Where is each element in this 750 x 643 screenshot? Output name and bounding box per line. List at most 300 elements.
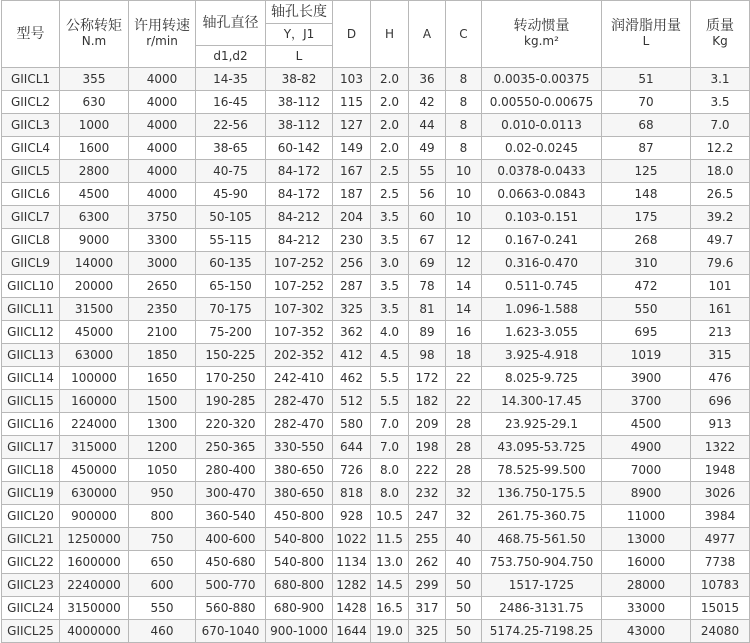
table-row <box>2 344 750 367</box>
cell-h: 11.5 <box>371 528 409 551</box>
header-d: D <box>333 1 371 68</box>
cell-h: 14.5 <box>371 574 409 597</box>
cell-h: 7.0 <box>371 436 409 459</box>
table-row <box>2 206 750 229</box>
cell-speed: 1050 <box>129 459 196 482</box>
cell-c: 28 <box>446 436 482 459</box>
cell-h: 7.0 <box>371 413 409 436</box>
cell-bore-diameter: 400-600 <box>196 528 266 551</box>
cell-bore-diameter: 38-65 <box>196 137 266 160</box>
cell-a: 44 <box>409 114 446 137</box>
cell-d: 256 <box>333 252 371 275</box>
cell-grease: 43000 <box>602 620 691 643</box>
cell-c: 12 <box>446 229 482 252</box>
cell-d: 512 <box>333 390 371 413</box>
cell-speed: 4000 <box>129 91 196 114</box>
cell-speed: 4000 <box>129 160 196 183</box>
cell-torque: 1600 <box>60 137 129 160</box>
cell-a: 299 <box>409 574 446 597</box>
cell-h: 2.5 <box>371 183 409 206</box>
cell-c: 8 <box>446 137 482 160</box>
cell-grease: 28000 <box>602 574 691 597</box>
cell-c: 18 <box>446 344 482 367</box>
cell-grease: 16000 <box>602 551 691 574</box>
cell-h: 16.5 <box>371 597 409 620</box>
cell-torque: 4000000 <box>60 620 129 643</box>
cell-grease: 148 <box>602 183 691 206</box>
cell-torque: 450000 <box>60 459 129 482</box>
header-c: C <box>446 1 482 68</box>
cell-bore-length: 107-352 <box>266 321 333 344</box>
cell-inertia: 0.00550-0.00675 <box>482 91 602 114</box>
cell-bore-diameter: 65-150 <box>196 275 266 298</box>
table-row <box>2 91 750 114</box>
table-row <box>2 413 750 436</box>
cell-bore-length: 540-800 <box>266 528 333 551</box>
cell-mass: 10783 <box>691 574 750 597</box>
table-row <box>2 390 750 413</box>
cell-speed: 3000 <box>129 252 196 275</box>
cell-inertia: 43.095-53.725 <box>482 436 602 459</box>
cell-grease: 3900 <box>602 367 691 390</box>
cell-bore-length: 38-82 <box>266 68 333 91</box>
cell-torque: 4500 <box>60 183 129 206</box>
cell-mass: 1948 <box>691 459 750 482</box>
cell-h: 13.0 <box>371 551 409 574</box>
table-row <box>2 160 750 183</box>
table-body <box>2 68 750 643</box>
cell-bore-diameter: 55-115 <box>196 229 266 252</box>
cell-bore-length: 84-172 <box>266 183 333 206</box>
cell-h: 4.5 <box>371 344 409 367</box>
cell-d: 1644 <box>333 620 371 643</box>
cell-d: 1022 <box>333 528 371 551</box>
cell-grease: 51 <box>602 68 691 91</box>
cell-inertia: 23.925-29.1 <box>482 413 602 436</box>
cell-bore-diameter: 22-56 <box>196 114 266 137</box>
cell-speed: 4000 <box>129 137 196 160</box>
cell-h: 8.0 <box>371 459 409 482</box>
cell-torque: 6300 <box>60 206 129 229</box>
cell-torque: 14000 <box>60 252 129 275</box>
cell-inertia: 0.0663-0.0843 <box>482 183 602 206</box>
table-row <box>2 528 750 551</box>
cell-d: 287 <box>333 275 371 298</box>
cell-inertia: 261.75-360.75 <box>482 505 602 528</box>
cell-grease: 550 <box>602 298 691 321</box>
cell-d: 204 <box>333 206 371 229</box>
cell-speed: 3300 <box>129 229 196 252</box>
header-mass: 质量 Kg <box>691 1 750 68</box>
cell-h: 2.0 <box>371 91 409 114</box>
cell-model: GIICL8 <box>2 229 60 252</box>
cell-torque: 3150000 <box>60 597 129 620</box>
table-row <box>2 597 750 620</box>
cell-mass: 3.1 <box>691 68 750 91</box>
table-row <box>2 505 750 528</box>
cell-model: GIICL21 <box>2 528 60 551</box>
table-row <box>2 137 750 160</box>
cell-grease: 695 <box>602 321 691 344</box>
cell-d: 928 <box>333 505 371 528</box>
cell-bore-length: 540-800 <box>266 551 333 574</box>
cell-grease: 310 <box>602 252 691 275</box>
cell-inertia: 468.75-561.50 <box>482 528 602 551</box>
cell-a: 60 <box>409 206 446 229</box>
cell-bore-diameter: 40-75 <box>196 160 266 183</box>
cell-grease: 87 <box>602 137 691 160</box>
cell-model: GIICL4 <box>2 137 60 160</box>
cell-c: 10 <box>446 160 482 183</box>
cell-d: 580 <box>333 413 371 436</box>
header-a: A <box>409 1 446 68</box>
cell-torque: 160000 <box>60 390 129 413</box>
cell-bore-length: 38-112 <box>266 91 333 114</box>
cell-grease: 13000 <box>602 528 691 551</box>
cell-bore-length: 107-302 <box>266 298 333 321</box>
cell-d: 115 <box>333 91 371 114</box>
cell-h: 3.5 <box>371 206 409 229</box>
cell-h: 3.5 <box>371 275 409 298</box>
cell-model: GIICL16 <box>2 413 60 436</box>
cell-c: 16 <box>446 321 482 344</box>
cell-d: 103 <box>333 68 371 91</box>
cell-torque: 45000 <box>60 321 129 344</box>
cell-grease: 175 <box>602 206 691 229</box>
cell-h: 3.5 <box>371 298 409 321</box>
cell-model: GIICL5 <box>2 160 60 183</box>
cell-c: 22 <box>446 367 482 390</box>
cell-d: 325 <box>333 298 371 321</box>
cell-mass: 213 <box>691 321 750 344</box>
cell-bore-diameter: 14-35 <box>196 68 266 91</box>
table-row <box>2 252 750 275</box>
cell-mass: 79.6 <box>691 252 750 275</box>
cell-bore-length: 38-112 <box>266 114 333 137</box>
cell-bore-length: 380-650 <box>266 482 333 505</box>
table-row <box>2 367 750 390</box>
table-row <box>2 229 750 252</box>
cell-h: 8.0 <box>371 482 409 505</box>
cell-mass: 3984 <box>691 505 750 528</box>
cell-d: 362 <box>333 321 371 344</box>
cell-bore-diameter: 170-250 <box>196 367 266 390</box>
cell-c: 8 <box>446 68 482 91</box>
cell-grease: 1019 <box>602 344 691 367</box>
cell-inertia: 14.300-17.45 <box>482 390 602 413</box>
cell-mass: 476 <box>691 367 750 390</box>
cell-mass: 26.5 <box>691 183 750 206</box>
cell-bore-length: 680-900 <box>266 597 333 620</box>
cell-bore-length: 60-142 <box>266 137 333 160</box>
header-bore-diameter-sub: d1,d2 <box>196 46 266 68</box>
cell-h: 10.5 <box>371 505 409 528</box>
cell-bore-length: 450-800 <box>266 505 333 528</box>
cell-c: 32 <box>446 505 482 528</box>
cell-speed: 2650 <box>129 275 196 298</box>
cell-a: 36 <box>409 68 446 91</box>
cell-mass: 1322 <box>691 436 750 459</box>
cell-inertia: 1.096-1.588 <box>482 298 602 321</box>
cell-grease: 4900 <box>602 436 691 459</box>
cell-inertia: 0.511-0.745 <box>482 275 602 298</box>
cell-bore-diameter: 190-285 <box>196 390 266 413</box>
cell-bore-diameter: 450-680 <box>196 551 266 574</box>
cell-bore-diameter: 670-1040 <box>196 620 266 643</box>
cell-c: 10 <box>446 183 482 206</box>
cell-a: 325 <box>409 620 446 643</box>
cell-model: GIICL18 <box>2 459 60 482</box>
cell-mass: 12.2 <box>691 137 750 160</box>
cell-model: GIICL17 <box>2 436 60 459</box>
cell-bore-length: 380-650 <box>266 459 333 482</box>
cell-grease: 7000 <box>602 459 691 482</box>
cell-torque: 355 <box>60 68 129 91</box>
cell-model: GIICL6 <box>2 183 60 206</box>
cell-a: 42 <box>409 91 446 114</box>
cell-mass: 3026 <box>691 482 750 505</box>
cell-speed: 750 <box>129 528 196 551</box>
cell-d: 462 <box>333 367 371 390</box>
cell-model: GIICL25 <box>2 620 60 643</box>
cell-bore-diameter: 220-320 <box>196 413 266 436</box>
cell-h: 2.0 <box>371 137 409 160</box>
cell-a: 255 <box>409 528 446 551</box>
table-row <box>2 482 750 505</box>
cell-speed: 460 <box>129 620 196 643</box>
cell-bore-diameter: 16-45 <box>196 91 266 114</box>
cell-d: 187 <box>333 183 371 206</box>
cell-d: 127 <box>333 114 371 137</box>
cell-torque: 9000 <box>60 229 129 252</box>
cell-grease: 268 <box>602 229 691 252</box>
table-row <box>2 620 750 643</box>
cell-d: 1428 <box>333 597 371 620</box>
cell-speed: 1500 <box>129 390 196 413</box>
cell-bore-diameter: 280-400 <box>196 459 266 482</box>
cell-inertia: 2486-3131.75 <box>482 597 602 620</box>
cell-bore-length: 242-410 <box>266 367 333 390</box>
cell-a: 55 <box>409 160 446 183</box>
cell-h: 5.5 <box>371 367 409 390</box>
cell-a: 81 <box>409 298 446 321</box>
cell-model: GIICL1 <box>2 68 60 91</box>
cell-bore-diameter: 60-135 <box>196 252 266 275</box>
cell-torque: 630000 <box>60 482 129 505</box>
header-bore-length: 轴孔长度 <box>266 1 333 24</box>
cell-a: 198 <box>409 436 446 459</box>
cell-grease: 3700 <box>602 390 691 413</box>
cell-mass: 4977 <box>691 528 750 551</box>
table-row <box>2 459 750 482</box>
cell-model: GIICL2 <box>2 91 60 114</box>
cell-inertia: 136.750-175.5 <box>482 482 602 505</box>
header-model: 型号 <box>2 1 60 68</box>
cell-model: GIICL20 <box>2 505 60 528</box>
cell-inertia: 1517-1725 <box>482 574 602 597</box>
cell-mass: 18.0 <box>691 160 750 183</box>
cell-inertia: 0.0035-0.00375 <box>482 68 602 91</box>
cell-bore-length: 84-212 <box>266 229 333 252</box>
cell-speed: 3750 <box>129 206 196 229</box>
cell-model: GIICL3 <box>2 114 60 137</box>
cell-speed: 1300 <box>129 413 196 436</box>
cell-model: GIICL15 <box>2 390 60 413</box>
cell-d: 644 <box>333 436 371 459</box>
cell-d: 149 <box>333 137 371 160</box>
cell-c: 50 <box>446 597 482 620</box>
cell-bore-length: 107-252 <box>266 252 333 275</box>
cell-torque: 31500 <box>60 298 129 321</box>
cell-mass: 24080 <box>691 620 750 643</box>
cell-bore-diameter: 50-105 <box>196 206 266 229</box>
cell-torque: 2240000 <box>60 574 129 597</box>
cell-a: 78 <box>409 275 446 298</box>
coupling-spec-table <box>1 0 750 643</box>
cell-inertia: 0.02-0.0245 <box>482 137 602 160</box>
cell-a: 209 <box>409 413 446 436</box>
cell-c: 28 <box>446 413 482 436</box>
cell-inertia: 3.925-4.918 <box>482 344 602 367</box>
table-row <box>2 183 750 206</box>
header-bore-length-sub: Y，J1 <box>266 24 333 46</box>
cell-h: 19.0 <box>371 620 409 643</box>
cell-d: 412 <box>333 344 371 367</box>
cell-h: 2.0 <box>371 114 409 137</box>
cell-mass: 15015 <box>691 597 750 620</box>
cell-a: 222 <box>409 459 446 482</box>
cell-bore-diameter: 70-175 <box>196 298 266 321</box>
table-row <box>2 68 750 91</box>
cell-inertia: 0.0378-0.0433 <box>482 160 602 183</box>
cell-d: 230 <box>333 229 371 252</box>
table-row <box>2 321 750 344</box>
cell-mass: 913 <box>691 413 750 436</box>
cell-c: 8 <box>446 114 482 137</box>
cell-c: 32 <box>446 482 482 505</box>
cell-inertia: 0.103-0.151 <box>482 206 602 229</box>
cell-model: GIICL23 <box>2 574 60 597</box>
cell-c: 8 <box>446 91 482 114</box>
cell-torque: 900000 <box>60 505 129 528</box>
cell-c: 50 <box>446 620 482 643</box>
cell-grease: 33000 <box>602 597 691 620</box>
cell-model: GIICL24 <box>2 597 60 620</box>
cell-a: 69 <box>409 252 446 275</box>
cell-torque: 630 <box>60 91 129 114</box>
cell-grease: 125 <box>602 160 691 183</box>
cell-speed: 1200 <box>129 436 196 459</box>
cell-c: 50 <box>446 574 482 597</box>
cell-c: 40 <box>446 528 482 551</box>
cell-inertia: 0.316-0.470 <box>482 252 602 275</box>
cell-d: 1134 <box>333 551 371 574</box>
cell-h: 4.0 <box>371 321 409 344</box>
cell-bore-length: 282-470 <box>266 390 333 413</box>
cell-inertia: 8.025-9.725 <box>482 367 602 390</box>
cell-grease: 4500 <box>602 413 691 436</box>
cell-bore-diameter: 500-770 <box>196 574 266 597</box>
cell-bore-length: 900-1000 <box>266 620 333 643</box>
cell-a: 172 <box>409 367 446 390</box>
cell-grease: 472 <box>602 275 691 298</box>
cell-speed: 2100 <box>129 321 196 344</box>
table-row <box>2 574 750 597</box>
cell-speed: 600 <box>129 574 196 597</box>
cell-c: 12 <box>446 252 482 275</box>
cell-mass: 3.5 <box>691 91 750 114</box>
cell-d: 726 <box>333 459 371 482</box>
cell-a: 262 <box>409 551 446 574</box>
cell-bore-length: 680-800 <box>266 574 333 597</box>
cell-a: 56 <box>409 183 446 206</box>
cell-speed: 1850 <box>129 344 196 367</box>
cell-speed: 4000 <box>129 183 196 206</box>
cell-mass: 315 <box>691 344 750 367</box>
cell-a: 49 <box>409 137 446 160</box>
cell-grease: 70 <box>602 91 691 114</box>
cell-bore-diameter: 45-90 <box>196 183 266 206</box>
cell-model: GIICL19 <box>2 482 60 505</box>
cell-d: 1282 <box>333 574 371 597</box>
cell-a: 317 <box>409 597 446 620</box>
cell-grease: 68 <box>602 114 691 137</box>
cell-model: GIICL9 <box>2 252 60 275</box>
header-speed: 许用转速 r/min <box>129 1 196 68</box>
cell-mass: 7738 <box>691 551 750 574</box>
cell-torque: 1250000 <box>60 528 129 551</box>
table-row <box>2 275 750 298</box>
cell-inertia: 5174.25-7198.25 <box>482 620 602 643</box>
cell-mass: 49.7 <box>691 229 750 252</box>
header-grease: 润滑脂用量 L <box>602 1 691 68</box>
cell-bore-length: 107-252 <box>266 275 333 298</box>
cell-bore-length: 330-550 <box>266 436 333 459</box>
cell-torque: 100000 <box>60 367 129 390</box>
cell-mass: 101 <box>691 275 750 298</box>
cell-speed: 550 <box>129 597 196 620</box>
cell-d: 167 <box>333 160 371 183</box>
cell-torque: 1600000 <box>60 551 129 574</box>
cell-a: 232 <box>409 482 446 505</box>
cell-bore-diameter: 250-365 <box>196 436 266 459</box>
cell-a: 89 <box>409 321 446 344</box>
cell-c: 14 <box>446 298 482 321</box>
cell-speed: 1650 <box>129 367 196 390</box>
header-bore-diameter: 轴孔直径 <box>196 1 266 46</box>
cell-inertia: 0.010-0.0113 <box>482 114 602 137</box>
cell-model: GIICL10 <box>2 275 60 298</box>
cell-model: GIICL22 <box>2 551 60 574</box>
cell-bore-diameter: 150-225 <box>196 344 266 367</box>
cell-speed: 650 <box>129 551 196 574</box>
cell-speed: 800 <box>129 505 196 528</box>
cell-h: 3.5 <box>371 229 409 252</box>
cell-torque: 1000 <box>60 114 129 137</box>
cell-h: 2.5 <box>371 160 409 183</box>
cell-model: GIICL12 <box>2 321 60 344</box>
cell-a: 67 <box>409 229 446 252</box>
cell-bore-diameter: 360-540 <box>196 505 266 528</box>
cell-torque: 315000 <box>60 436 129 459</box>
cell-d: 818 <box>333 482 371 505</box>
cell-torque: 20000 <box>60 275 129 298</box>
cell-c: 10 <box>446 206 482 229</box>
cell-bore-length: 84-172 <box>266 160 333 183</box>
cell-h: 2.0 <box>371 68 409 91</box>
cell-h: 3.0 <box>371 252 409 275</box>
cell-c: 40 <box>446 551 482 574</box>
